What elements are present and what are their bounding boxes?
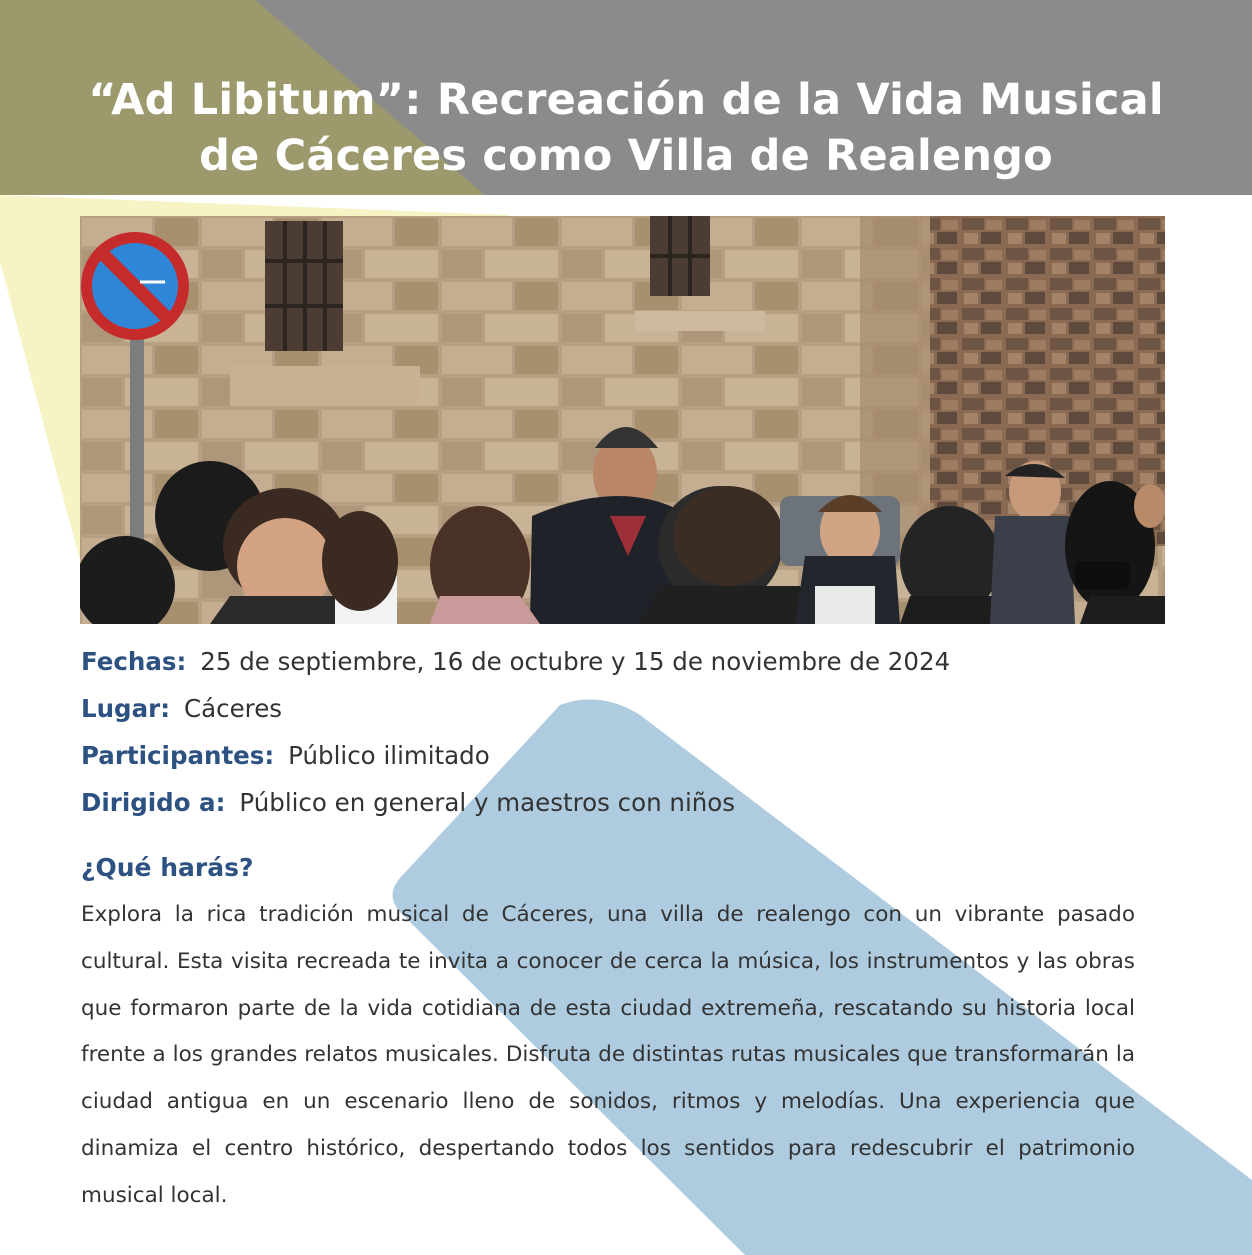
participants-value: Público ilimitado (288, 741, 490, 770)
section-body: Explora la rica tradición musical de Cáceres, una villa de realengo con un vibrante pasado cultural. Esta visita recreada te invita a conocer de cerca la música, los instrumentos y las obras que formaron parte de la vida cotidiana de esta ciudad extremeña, rescatando su historia local frente a los grandes relatos musicales. Disfruta de distintas rutas musicales que transformarán la ciudad antigua en un escenario lleno de sonidos, ritmos y melodías. Una experiencia que dinamiza el centro histórico, despertando todos los sentidos para redescubrir el patrimonio musical local. (81, 902, 1135, 1208)
event-details (81, 642, 1161, 830)
details-audience (81, 783, 1161, 830)
details-place (81, 689, 1161, 736)
participants-label: Participantes: (81, 741, 275, 770)
page-title (0, 72, 1252, 184)
dates-value: 25 de septiembre, 16 de octubre y 15 de noviembre de 2024 (200, 647, 951, 676)
photo-illustration (80, 216, 1165, 624)
event-photo (80, 216, 1165, 624)
place-label: Lugar: (81, 694, 171, 723)
details-participants (81, 736, 1161, 783)
title-line-1: “Ad Libitum”: Recreación de la Vida Musical (88, 75, 1164, 125)
place-value: Cáceres (184, 694, 283, 723)
audience-label: Dirigido a: (81, 788, 226, 817)
dates-label: Fechas: (81, 647, 187, 676)
details-dates (81, 642, 1161, 689)
audience-value: Público en general y maestros con niños (239, 788, 736, 817)
section-heading: ¿Qué harás? (81, 853, 254, 882)
title-line-2: de Cáceres como Villa de Realengo (199, 131, 1053, 181)
